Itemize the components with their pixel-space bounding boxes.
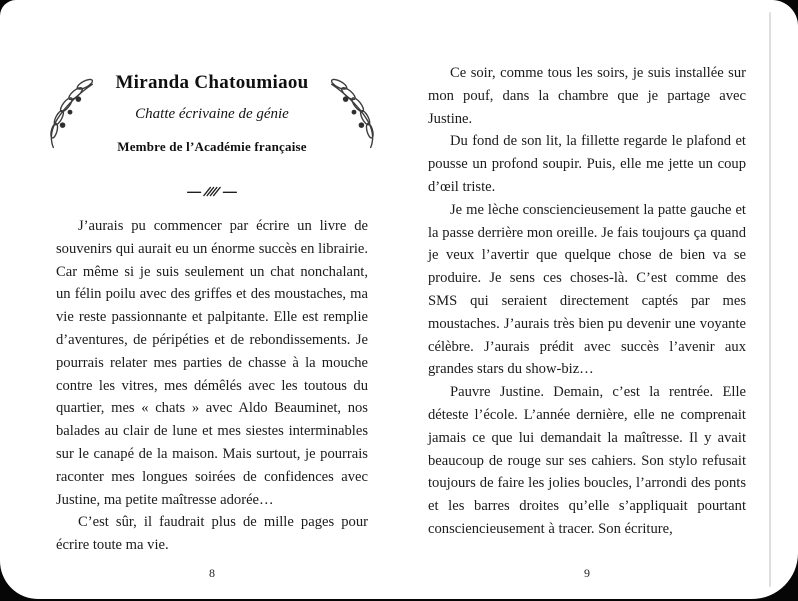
paragraph: Pauvre Justine. Demain, c’est la rentrée. Elle déteste l’école. L’année dernière, elle ne comprenait jamais ce que lui demandait la maîtresse. Il y avait beaucoup de rouge sur ses cahiers. Son stylo refusait toujours de faire les jolies boucles, l’arrondi des ponts et les barres droites qu’elle s’appliquait pourtant consciencieusement à tracer. Son écriture, xyxy=(428,384,746,537)
paragraph: C’est sûr, il faudrait plus de mille pages pour écrire toute ma vie. xyxy=(56,514,368,554)
chapter-header xyxy=(56,62,368,168)
paragraph: Du fond de son lit, la fillette regarde le plafond et pousse un profond soupir. Puis, elle me jette un coup d’œil triste. xyxy=(428,133,746,195)
paragraph: J’aurais pu commencer par écrire un livre de souvenirs qui aurait eu un énorme succès en librairie. Car même si je suis seulement un chat nonchalant, un félin poilu avec des griffes et des moustaches, ma vie reste passionnante et palpitante. Elle est remplie d’aventures, de péripéties et de rebondissements. Je pourrais relater mes parties de chasse à la mouche contre les vitres, mes démêlés avec les toutous du quartier, mes « chats » avec Aldo Beauminet, nos balades au clair de lune et mes siestes interminables sur le canapé de la maison. Mais surtout, je pourrais raconter mes longues soirées de confidences avec Justine, ma petite maîtresse adorée… xyxy=(56,218,368,508)
squiggle-divider-icon xyxy=(186,185,238,198)
section-divider xyxy=(56,185,368,200)
page-number-left: 8 xyxy=(209,566,215,580)
paragraph: Je me lèche consciencieusement la patte gauche et la passe derrière mon oreille. Je fais toujours ça quand je veux l’avertir que quelque chose de bien va se produire. Je sens ces choses-là. C’est comme des SMS qui seraient directement captés par mes moustaches. J’aurais très bien pu devenir une voyante célèbre. J’aurais prédit avec succès l’avenir aux grandes stars du show-biz… xyxy=(428,201,746,378)
left-page-body xyxy=(56,215,368,557)
right-page xyxy=(428,62,746,541)
book-affiliation: Membre de l’Académie française xyxy=(117,139,307,154)
book-title: Miranda Chatoumiaou xyxy=(115,72,309,93)
page-number-right: 9 xyxy=(584,566,590,580)
olive-branch-left-icon xyxy=(44,76,96,152)
paragraph: Ce soir, comme tous les soirs, je suis installée sur mon pouf, dans la chambre que je partage avec Justine. xyxy=(428,65,746,127)
page-edge-line xyxy=(769,12,771,587)
olive-branch-right-icon xyxy=(328,76,380,152)
right-page-body xyxy=(428,62,746,541)
left-page xyxy=(56,62,368,557)
book-subtitle: Chatte écrivaine de génie xyxy=(135,106,289,122)
